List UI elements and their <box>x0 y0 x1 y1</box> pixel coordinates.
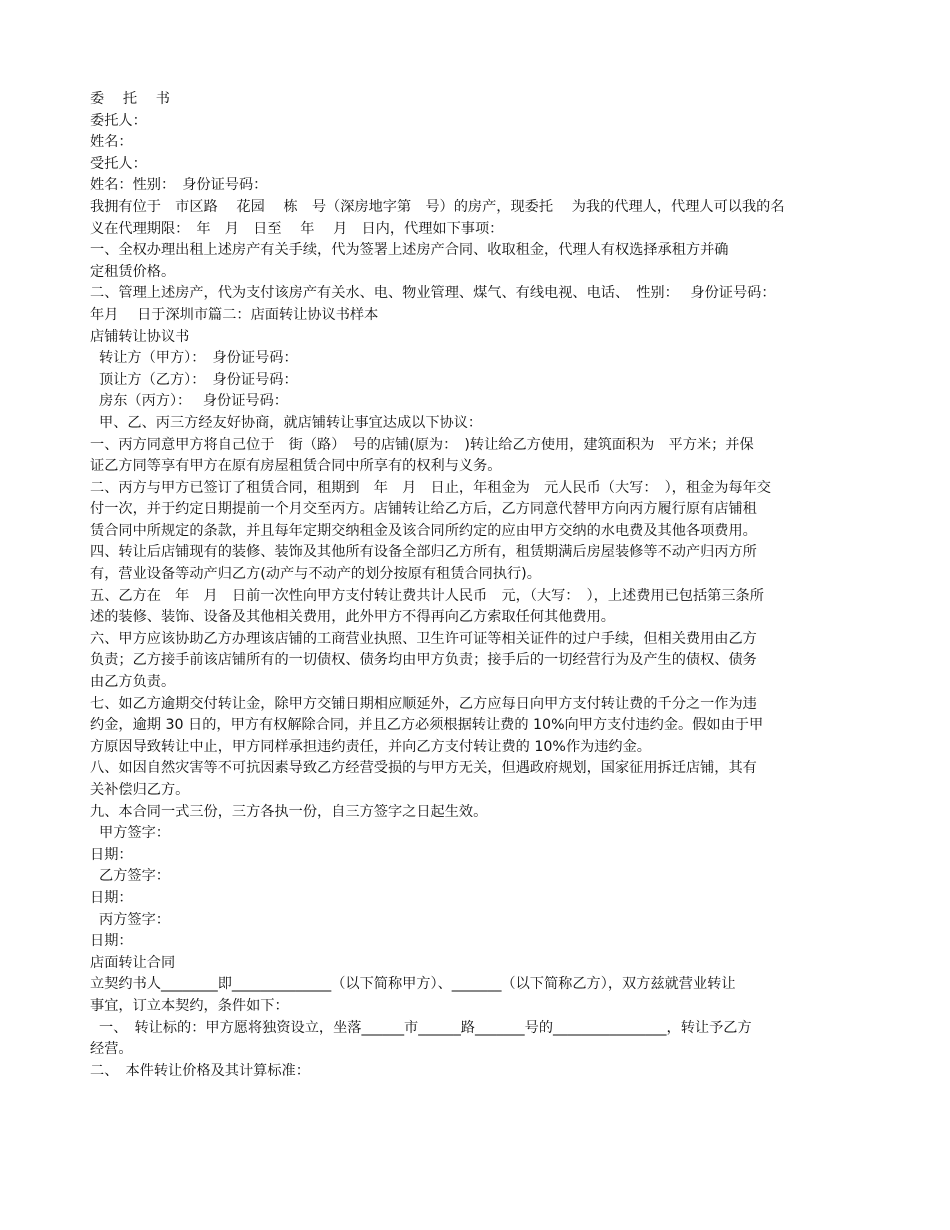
text-line: 姓名：性别： 身份证号码： <box>90 177 268 194</box>
text-line: 经营。 <box>90 1041 133 1058</box>
text-line: 房东（丙方）： 身份证号码： <box>90 393 288 410</box>
text-line: 二、管理上述房产，代为支付该房产有关水、电、物业管理、煤气、有线电视、电话、 性别： 身份证号码： <box>90 285 776 302</box>
text-line: 日期： <box>90 933 133 950</box>
text-line: 一、丙方同意甲方将自己位于 街（路） 号的店铺(原为： )转让给乙方使用，建筑面积为 平方米；并保 <box>90 436 754 453</box>
text-line: 年月 日于深圳市篇二：店面转让协议书样本 <box>90 306 379 323</box>
text-line: 日期： <box>90 889 133 906</box>
text-line: 乙方签字： <box>90 868 170 885</box>
text-line: 六、甲方应该协助乙方办理该店铺的工商营业执照、卫生许可证等相关证件的过户手续，但相关费用由乙方 <box>90 630 757 647</box>
text-line: 事宜，订立本契约，条件如下： <box>90 997 289 1014</box>
text-line: 顶让方（乙方）： 身份证号码： <box>90 371 298 388</box>
text-line: 证乙方同等享有甲方在原有房屋租赁合同中所享有的权利与义务。 <box>90 458 502 475</box>
text-line: 五、乙方在 年 月 日前一次性向甲方支付转让费共计人民币 元，（大写： ），上述费用已包括第三条所 <box>90 587 764 604</box>
text-line: 甲方签字： <box>90 825 170 842</box>
text-line: 委 托 书 <box>90 91 170 107</box>
document-body <box>90 89 862 1082</box>
text-line: 立契约书人________即______________（以下简称甲方）、_______（以下简称乙方），双方兹就营业转让 <box>90 976 736 993</box>
text-line: 七、如乙方逾期交付转让金，除甲方交铺日期相应顺延外，乙方应每日向甲方支付转让费的千分之一作为违 <box>90 695 757 712</box>
text-line: 方原因导致转让中止，甲方同样承担违约责任，并向乙方支付转让费的 10%作为违约金。 <box>90 738 651 755</box>
text-line: 义在代理期限： 年 月 日至 年 月 日内，代理如下事项： <box>90 220 504 237</box>
text-line: 九、本合同一式三份，三方各执一份，自三方签字之日起生效。 <box>90 803 488 820</box>
text-line: 受托人： <box>90 155 147 172</box>
text-line: 定租赁价格。 <box>90 263 176 280</box>
text-line: 由乙方负责。 <box>90 674 176 691</box>
text-line: 日期： <box>90 846 133 863</box>
text-line: 八、如因自然灾害等不可抗因素导致乙方经营受损的与甲方无关，但遇政府规划，国家征用拆迁店铺，其有 <box>90 760 757 777</box>
text-line: 委托人： <box>90 112 147 129</box>
text-line: 姓名： <box>90 134 133 151</box>
text-line: 一、 转让标的：甲方愿将独资设立，坐落______市______路_______号的________________，转让予乙方 <box>90 1019 752 1036</box>
text-line: 关补偿归乙方。 <box>90 782 190 798</box>
text-line: 付一次，并于约定日期提前一个月交至丙方。店铺转让给乙方后，乙方同意代替甲方向丙方履行原有店铺租 <box>90 501 757 518</box>
text-line: 述的装修、装饰、设备及其他相关费用，此外甲方不得再向乙方索取任何其他费用。 <box>90 609 615 626</box>
text-line: 负责；乙方接手前该店铺所有的一切债权、债务均由甲方负责；接手后的一切经营行为及产生的债权、债务 <box>90 652 757 669</box>
text-line: 约金，逾期 30 日的，甲方有权解除合同，并且乙方必须根据转让费的 10%向甲方支付违约金。假如由于甲 <box>90 717 764 734</box>
text-line: 我拥有位于 市区路 花园 栋 号（深房地字第 号）的房产，现委托 为我的代理人，代理人可以我的名 <box>90 198 785 215</box>
text-line: 店铺转让协议书 <box>90 328 190 345</box>
text-line: 赁合同中所规定的条款，并且每年定期交纳租金及该合同所约定的应由甲方交纳的水电费及其他各项费用。 <box>90 522 757 539</box>
text-line: 丙方签字： <box>90 911 170 928</box>
text-line: 有，营业设备等动产归乙方(动产与不动产的划分按原有租赁合同执行)。 <box>90 566 541 583</box>
text-line: 二、 本件转让价格及其计算标准： <box>90 1062 310 1079</box>
text-line: 转让方（甲方）： 身份证号码： <box>90 350 298 367</box>
text-line: 四、转让后店铺现有的装修、装饰及其他所有设备全部归乙方所有，租赁期满后房屋装修等不动产归丙方所 <box>90 544 757 561</box>
text-line: 一、全权办理出租上述房产有关手续，代为签署上述房产合同、收取租金，代理人有权选择承租方并确 <box>90 242 729 259</box>
text-line: 二、丙方与甲方已签订了租赁合同，租期到 年 月 日止，年租金为 元人民币（大写： ），租金为每年交 <box>90 479 771 496</box>
text-line: 甲、乙、丙三方经友好协商，就店铺转让事宜达成以下协议： <box>90 414 483 431</box>
text-line: 店面转让合同 <box>90 954 176 971</box>
